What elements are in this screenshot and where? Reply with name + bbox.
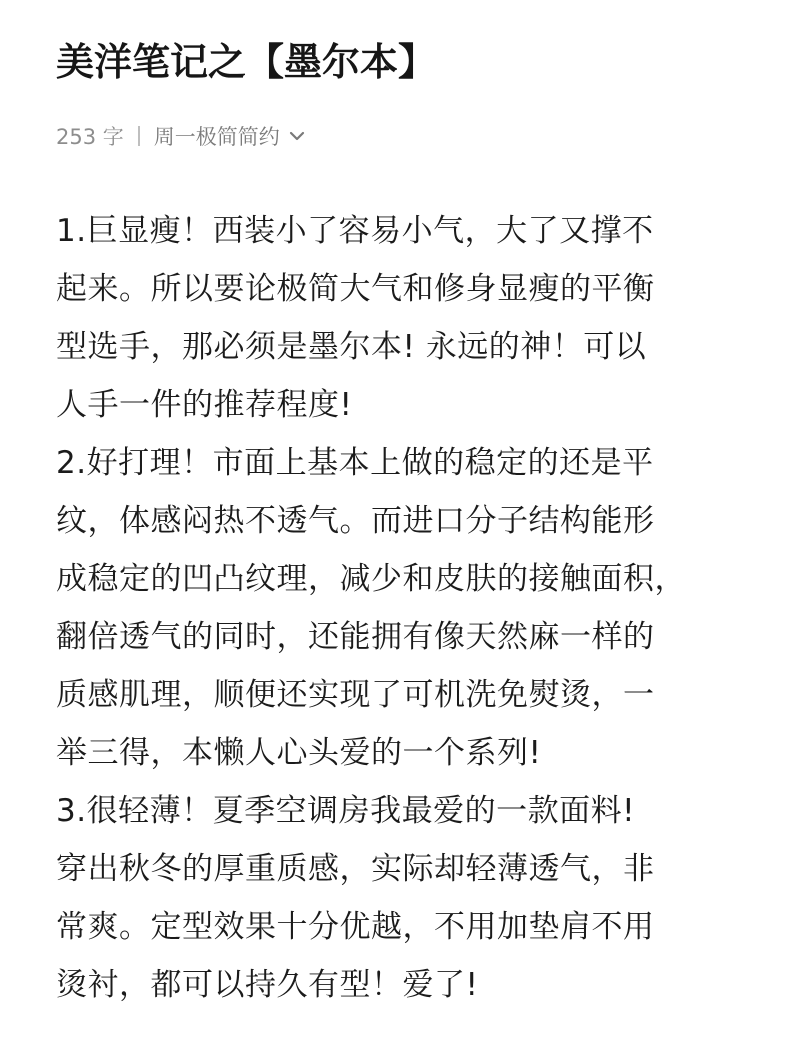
chevron-down-icon xyxy=(288,127,306,145)
body-line: 起来。所以要论极简大气和修身显瘦的平衡 xyxy=(56,271,655,307)
note-title: 美洋笔记之【墨尔本】 xyxy=(56,40,437,84)
body-line: 3.很轻薄！夏季空调房我最爱的一款面料! xyxy=(56,793,636,829)
body-line: 翻倍透气的同时，还能拥有像天然麻一样的 xyxy=(56,619,655,655)
word-count: 253 字 xyxy=(56,125,124,149)
style-label: 周一极简简约 xyxy=(153,125,280,149)
meta-divider xyxy=(138,126,140,146)
note-meta xyxy=(56,118,306,154)
body-line: 举三得，本懒人心头爱的一个系列! xyxy=(56,735,542,771)
body-line: 型选手，那必须是墨尔本! 永远的神！可以 xyxy=(56,329,647,365)
note-body[interactable] xyxy=(56,202,746,1014)
body-line: 1.巨显瘦！西装小了容易小气，大了又撑不 xyxy=(56,213,654,249)
body-line: 烫衬，都可以持久有型！爱了! xyxy=(56,967,479,1003)
style-selector[interactable] xyxy=(154,121,306,151)
body-line: 质感肌理，顺便还实现了可机洗免熨烫，一 xyxy=(56,677,655,713)
body-line: 成稳定的凹凸纹理，减少和皮肤的接触面积， xyxy=(56,561,686,597)
body-line: 纹，体感闷热不透气。而进口分子结构能形 xyxy=(56,503,655,539)
body-line: 2.好打理！市面上基本上做的稳定的还是平 xyxy=(56,445,654,481)
body-line: 常爽。定型效果十分优越，不用加垫肩不用 xyxy=(56,909,655,945)
body-line: 人手一件的推荐程度! xyxy=(56,387,353,423)
body-line: 穿出秋冬的厚重质感，实际却轻薄透气，非 xyxy=(56,851,655,887)
